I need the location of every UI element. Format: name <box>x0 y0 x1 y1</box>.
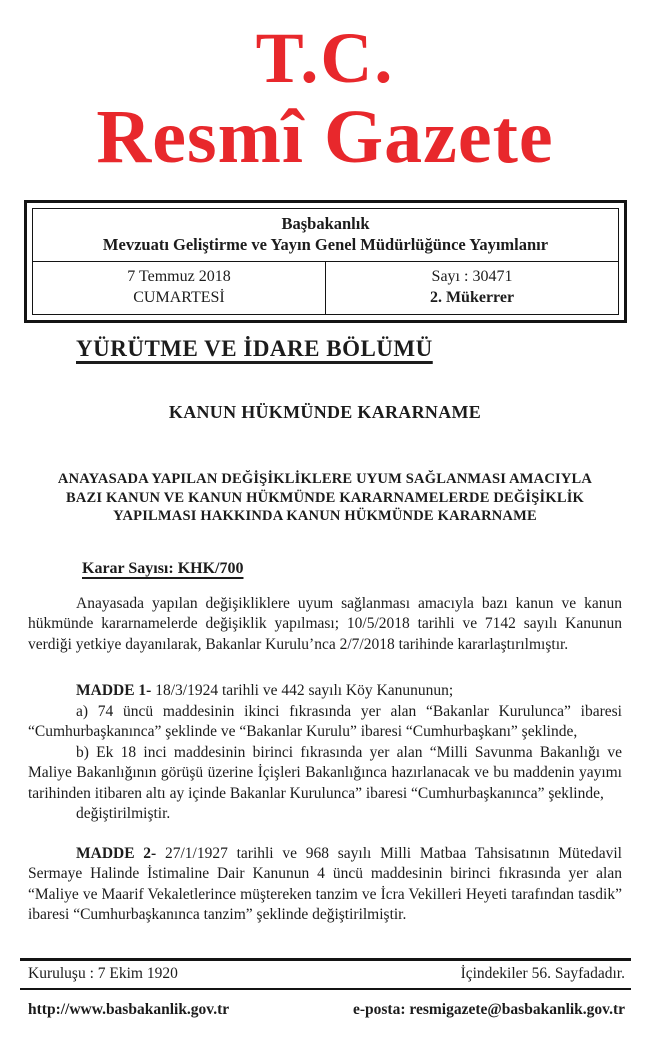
date-issue-row <box>33 262 618 314</box>
decree-body <box>0 594 650 926</box>
website-url: http://www.basbakanlik.gov.tr <box>28 1001 230 1018</box>
decision-number: Karar Sayısı: KHK/700 <box>82 559 244 577</box>
masthead <box>0 0 650 179</box>
issue-mukerrer: 2. Mükerrer <box>429 289 515 306</box>
madde2-paragraph <box>28 844 622 926</box>
madde1-item-a: a) 74 üncü maddesinin ikinci fıkrasında yer alan “Bakanlar Kurulunca” ibaresi “Cumhurbaşkanınca” şeklinde ve “Bakanlar Kurulu” ibaresi “Cumhurbaşkanı” şeklinde, <box>28 702 622 740</box>
madde1-intro-text: 18/3/1924 tarihli ve 442 sayılı Köy Kanununun; <box>151 682 454 699</box>
masthead-tc: T.C. <box>255 18 395 98</box>
date-cell <box>33 262 325 314</box>
doc-type-heading: KANUN HÜKMÜNDE KARARNAME <box>168 402 482 422</box>
page-footer <box>20 958 631 1024</box>
masthead-title: Resmî Gazete <box>96 95 554 179</box>
madde1-label: MADDE 1- <box>76 682 152 699</box>
issue-day: CUMARTESİ <box>133 289 225 306</box>
madde2-text: 27/1/1927 tarihli ve 968 sayılı Milli Matbaa Tahsisatının Mütedavil Sermaye Halinde İstimaline Dair Kanunun 4 üncü maddesinin birinci fıkrasında yer alan “Maliye ve Maarif Vekaletlerince müştereken tanzim ve İcra Vekilleri Heyeti tarafından tasdik” ibaresi “Cumhurbaşkanınca tanzim” şeklinde değiştirilmiştir. <box>28 844 622 923</box>
preamble-paragraph: Anayasada yapılan değişikliklere uyum sağlanması amacıyla bazı kanun ve kanun hükmünde kararnamelerde değişiklik yapılması; 10/5/2018 tarihli ve 7142 sayılı Kanunun verdiği yetkiye dayanılarak, Bakanlar Kurulu’nca 2/7/2018 tarihinde kararlaştırılmıştır. <box>28 594 622 653</box>
decree-title-line2: BAZI KANUN VE KANUN HÜKMÜNDE KARARNAMELERDE DEĞİŞİKLİK <box>65 489 585 506</box>
madde2-label: MADDE 2- <box>76 844 157 862</box>
madde1-intro-paragraph <box>28 681 622 702</box>
decree-title-line1: ANAYASADA YAPILAN DEĞİŞİKLİKLERE UYUM SAĞLANMASI AMACIYLA <box>57 471 593 487</box>
contents-note: İçindekiler 56. Sayfadadır. <box>460 965 625 982</box>
issue-date: 7 Temmuz 2018 <box>127 268 231 285</box>
issue-number: Sayı : 30471 <box>431 268 513 285</box>
email-address: e-posta: resmigazete@basbakanlik.gov.tr <box>352 1001 625 1018</box>
issue-cell <box>325 262 618 314</box>
section-heading: YÜRÜTME VE İDARE BÖLÜMÜ <box>76 336 433 361</box>
founded-date: Kuruluşu : 7 Ekim 1920 <box>28 965 178 982</box>
footer-contact-row <box>20 990 631 1024</box>
footer-meta-row <box>20 961 631 988</box>
madde1-item-b: b) Ek 18 inci maddesinin birinci fıkrasında yer alan “Milli Savunma Bakanlığı ve Maliye Bakanlığının görüşü üzerine İçişleri Bakanlığınca hazırlanacak ve bu maddenin yayımı tarihinden itibaren altı ay içinde Bakanlar Kurulunca” ibaresi “Cumhurbaşkanınca” şeklinde, <box>28 743 622 802</box>
decree-title <box>0 470 650 526</box>
madde1-closing: değiştirilmiştir. <box>76 805 171 822</box>
decree-title-line3: YAPILMASI HAKKINDA KANUN HÜKMÜNDE KARARNAME <box>113 508 537 524</box>
publisher-issue-box-inner <box>32 208 619 315</box>
publisher-name: Başbakanlık <box>281 214 370 233</box>
publisher-cell <box>33 209 618 262</box>
publisher-issue-box <box>24 200 627 323</box>
publisher-note: Mevzuatı Geliştirme ve Yayın Genel Müdürlüğünce Yayımlanır <box>102 235 549 254</box>
